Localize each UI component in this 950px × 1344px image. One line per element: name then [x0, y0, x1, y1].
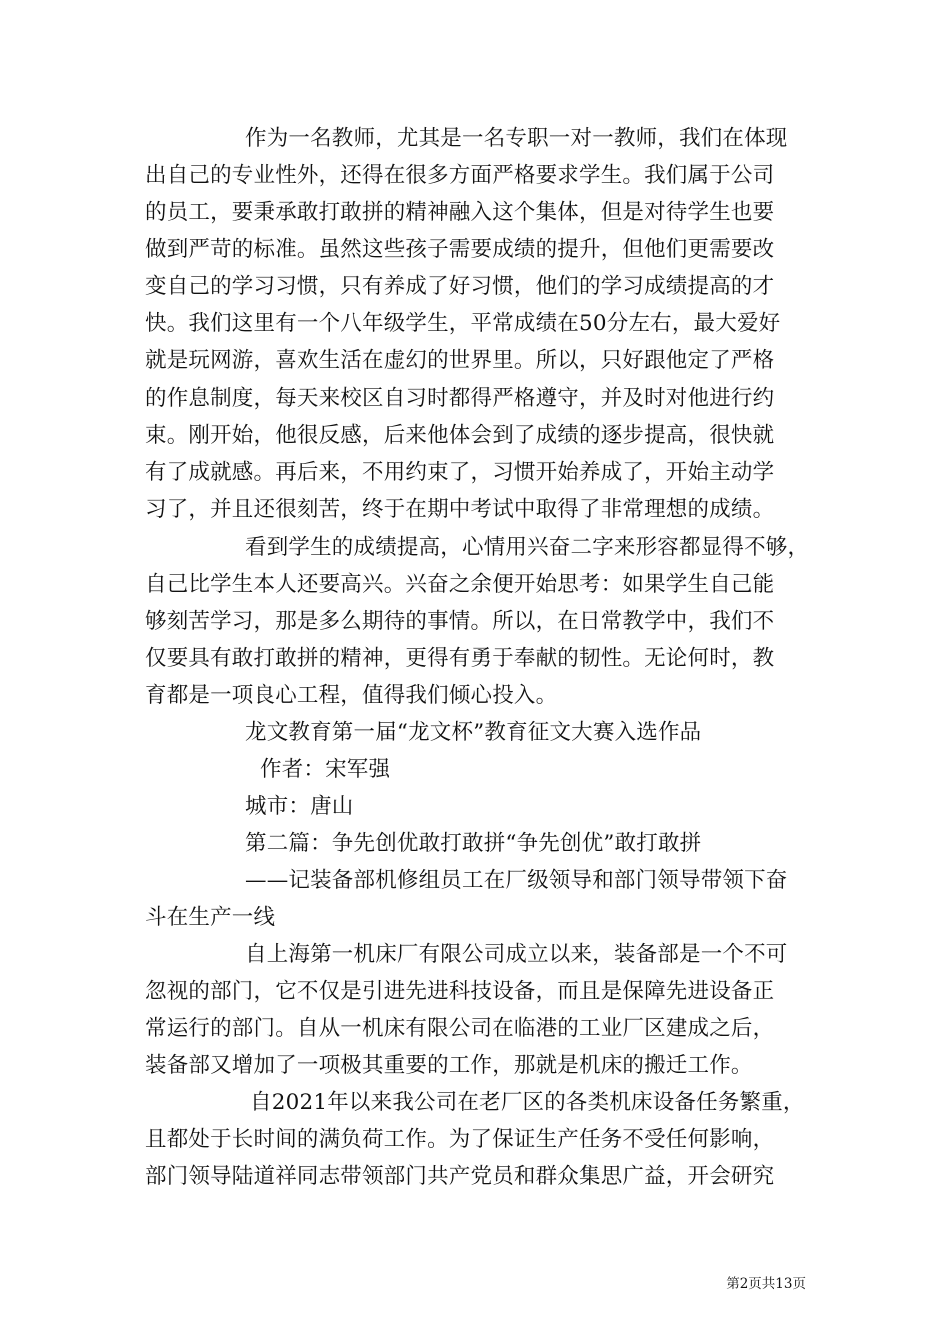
paragraph-line: 装备部又增加了一项极其重要的工作，那就是机床的搬迁工作。 — [145, 1053, 753, 1078]
paragraph-line: 有了成就感。再后来，不用约束了，习惯开始养成了，开始主动学 — [145, 460, 775, 485]
paragraph-line: 出自己的专业性外，还得在很多方面严格要求学生。我们属于公司 — [145, 163, 775, 188]
paragraph-line: 变自己的学习习惯，只有养成了好习惯，他们的学习成绩提高的才 — [145, 274, 775, 299]
paragraph-line: 自2021年以来我公司在老厂区的各类机床设备任务繁重， — [250, 1090, 805, 1115]
paragraph-line: 就是玩网游，喜欢生活在虚幻的世界里。所以，只好跟他定了严格 — [145, 348, 775, 373]
paragraph-line: 作为一名教师，尤其是一名专职一对一教师，我们在体现 — [245, 126, 788, 151]
page-number-footer: 第2页共13页 — [726, 1276, 806, 1292]
city-line: 城市：唐山 — [245, 794, 354, 819]
paragraph-line: 束。刚开始，他很反感，后来他体会到了成绩的逐步提高，很快就 — [145, 423, 775, 448]
section-subtitle: ——记装备部机修组员工在厂级领导和部门领导带领下奋 — [245, 868, 788, 893]
paragraph-line: 部门领导陆道祥同志带领部门共产党员和群众集思广益，开会研究 — [145, 1164, 775, 1189]
paragraph-line: 够刻苦学习，那是多么期待的事情。所以，在日常教学中，我们不 — [145, 609, 775, 634]
paragraph-line: 仅要具有敢打敢拼的精神，更得有勇于奉献的韧性。无论何时，教 — [145, 646, 775, 671]
paragraph-line: 自上海第一机床厂有限公司成立以来，装备部是一个不可 — [245, 942, 788, 967]
paragraph-line: 且都处于长时间的满负荷工作。为了保证生产任务不受任何影响， — [145, 1127, 775, 1152]
essay-credit-line: 龙文教育第一届“龙文杯”教育征文大赛入选作品 — [245, 720, 702, 745]
author-line: 作者：宋军强 — [260, 757, 391, 782]
section-title: 第二篇：争先创优敢打敢拼“争先创优”敢打敢拼 — [245, 831, 702, 856]
paragraph-line: 自己比学生本人还要高兴。兴奋之余便开始思考：如果学生自己能 — [145, 572, 775, 597]
section-subtitle-continued: 斗在生产一线 — [145, 905, 276, 930]
paragraph-line: 习了，并且还很刻苦，终于在期中考试中取得了非常理想的成绩。 — [145, 497, 775, 522]
paragraph-line: 常运行的部门。自从一机床有限公司在临港的工业厂区建成之后， — [145, 1016, 775, 1041]
paragraph-line: 的员工，要秉承敢打敢拼的精神融入这个集体，但是对待学生也要 — [145, 200, 775, 225]
paragraph-line: 的作息制度，每天来校区自习时都得严格遵守，并及时对他进行约 — [145, 386, 775, 411]
paragraph-line: 育都是一项良心工程，值得我们倾心投入。 — [145, 683, 558, 708]
paragraph-line: 看到学生的成绩提高，心情用兴奋二字来形容都显得不够， — [245, 535, 810, 560]
paragraph-line: 忽视的部门，它不仅是引进先进科技设备，而且是保障先进设备正 — [145, 979, 775, 1004]
paragraph-line: 做到严苛的标准。虽然这些孩子需要成绩的提升，但他们更需要改 — [145, 237, 775, 262]
paragraph-line: 快。我们这里有一个八年级学生，平常成绩在50分左右，最大爱好 — [145, 311, 781, 336]
